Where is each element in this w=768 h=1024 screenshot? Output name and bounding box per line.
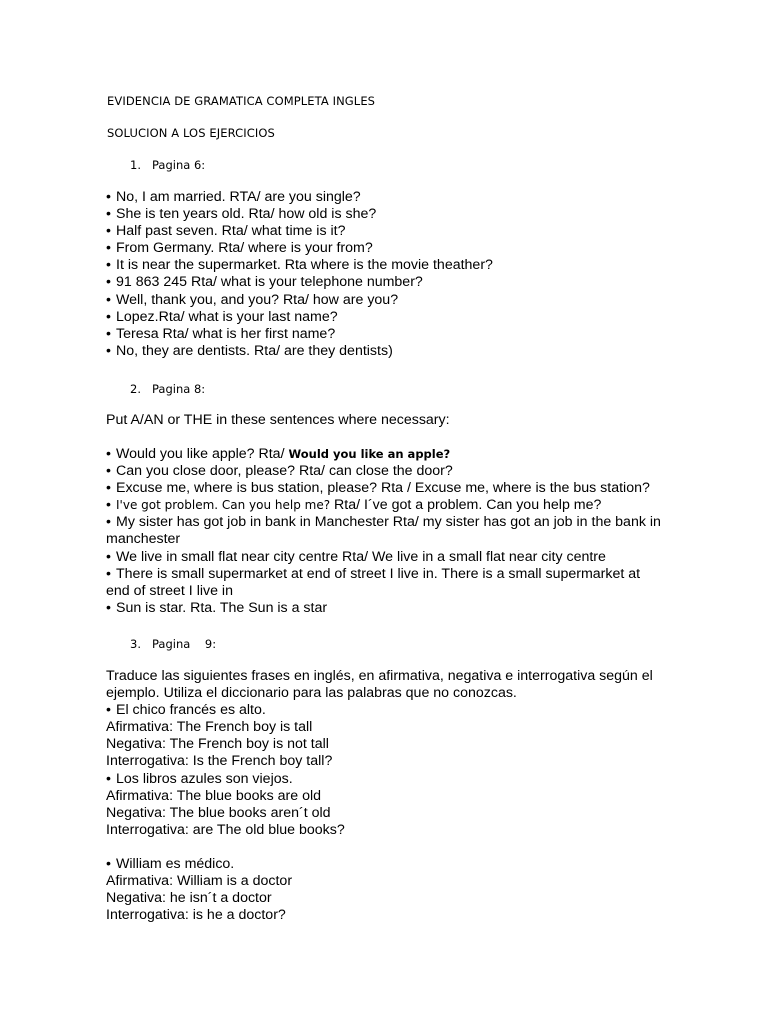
section-number: 2. — [130, 382, 141, 396]
interrogative-line: Interrogativa: Is the French boy tall? — [106, 753, 333, 770]
document-subtitle: SOLUCION A LOS EJERCICIOS — [107, 126, 275, 140]
bullet-icon: • — [106, 770, 111, 787]
list-item: • William es médico. — [106, 855, 235, 872]
list-item: • Sun is star. Rta. The Sun is a star — [106, 599, 328, 616]
affirmative-line: Afirmativa: The blue books are old — [106, 787, 322, 804]
negative-line: Negativa: The French boy is not tall — [106, 736, 329, 753]
bullet-icon: • — [106, 342, 111, 359]
bullet-icon: • — [106, 325, 111, 342]
section-number: 1. — [130, 158, 141, 172]
list-item: • Lopez.Rta/ what is your last name? — [106, 308, 338, 325]
document-title: EVIDENCIA DE GRAMATICA COMPLETA INGLES — [107, 94, 376, 108]
bullet-icon: • — [106, 308, 111, 325]
list-item: • No, I am married. RTA/ are you single? — [106, 189, 361, 205]
section-number: 3. — [130, 637, 141, 651]
negative-line: Negativa: he isn´t a doctor — [106, 890, 272, 907]
bullet-icon: • — [106, 565, 111, 582]
list-item: • There is small supermarket at end of street I live in. There is a small supermarket at end of street I live in — [106, 565, 641, 599]
section-label: Pagina 9: — [152, 637, 217, 651]
bullet-icon: • — [106, 463, 111, 480]
list-item: • I've got problem. Can you help me? Rta/ I´ve got a problem. Can you help me? — [106, 497, 602, 514]
list-item: • It is near the supermarket. Rta where is the movie theather? — [106, 257, 493, 274]
bullet-icon: • — [106, 446, 111, 462]
list-item: • 91 863 245 Rta/ what is your telephone number? — [106, 274, 423, 291]
bullet-icon: • — [106, 257, 111, 274]
bullet-icon: • — [106, 480, 111, 497]
bullet-icon: • — [106, 189, 111, 205]
affirmative-line: Afirmativa: William is a doctor — [106, 873, 293, 890]
list-item: • Well, thank you, and you? Rta/ how are you? — [106, 291, 399, 308]
interrogative-line: Interrogativa: are The old blue books? — [106, 821, 345, 838]
section-2-instruction: Put A/AN or THE in these sentences where necessary: — [106, 412, 450, 428]
bullet-icon: • — [106, 291, 111, 308]
section-label: Pagina 6: — [152, 158, 206, 172]
bullet-icon: • — [106, 548, 111, 565]
negative-line: Negativa: The blue books aren´t old — [106, 804, 331, 821]
section-3-body — [106, 668, 666, 924]
bullet-icon: • — [106, 240, 111, 257]
list-item: • No, they are dentists. Rta/ are they dentists) — [106, 342, 393, 359]
interrogative-line: Interrogativa: is he a doctor? — [106, 907, 286, 924]
bullet-icon: • — [106, 514, 111, 531]
bullet-icon: • — [106, 223, 111, 240]
section-3-instruction: Traduce las siguientes frases en inglés, en afirmativa, negativa e interrogativa según el ejemplo. Utiliza el diccionario para las palabras que no conozcas. — [106, 668, 653, 702]
section-3-heading — [130, 637, 216, 651]
list-item: • Can you close door, please? Rta/ can close the door? — [106, 463, 453, 480]
bullet-icon: • — [106, 206, 111, 223]
section-1-list — [106, 189, 666, 360]
list-item: • My sister has got job in bank in Manchester Rta/ my sister has got an job in the bank in manchester — [106, 514, 661, 548]
list-item: • Teresa Rta/ what is her first name? — [106, 325, 336, 342]
bullet-icon: • — [106, 855, 111, 872]
list-item: • Half past seven. Rta/ what time is it? — [106, 223, 346, 240]
bullet-icon: • — [106, 599, 111, 616]
section-2-heading — [130, 382, 205, 396]
section-label: Pagina 8: — [152, 382, 206, 396]
list-item: • El chico francés es alto. — [106, 702, 266, 719]
bullet-icon: • — [106, 497, 111, 514]
section-2-list — [106, 446, 666, 617]
bullet-icon: • — [106, 702, 111, 719]
list-item: • We live in small flat near city centre Rta/ We live in a small flat near city centre — [106, 548, 606, 565]
affirmative-line: Afirmativa: The French boy is tall — [106, 719, 313, 736]
list-item: • Los libros azules son viejos. — [106, 770, 293, 787]
list-item: • From Germany. Rta/ where is your from? — [106, 240, 373, 257]
bullet-icon: • — [106, 274, 111, 291]
list-item: • Excuse me, where is bus station, please? Rta / Excuse me, where is the bus station? — [106, 480, 650, 497]
section-1-heading — [130, 158, 205, 172]
list-item: • Would you like apple? Rta/ Would you like an apple? — [106, 446, 451, 462]
list-item: • She is ten years old. Rta/ how old is she? — [106, 206, 377, 223]
